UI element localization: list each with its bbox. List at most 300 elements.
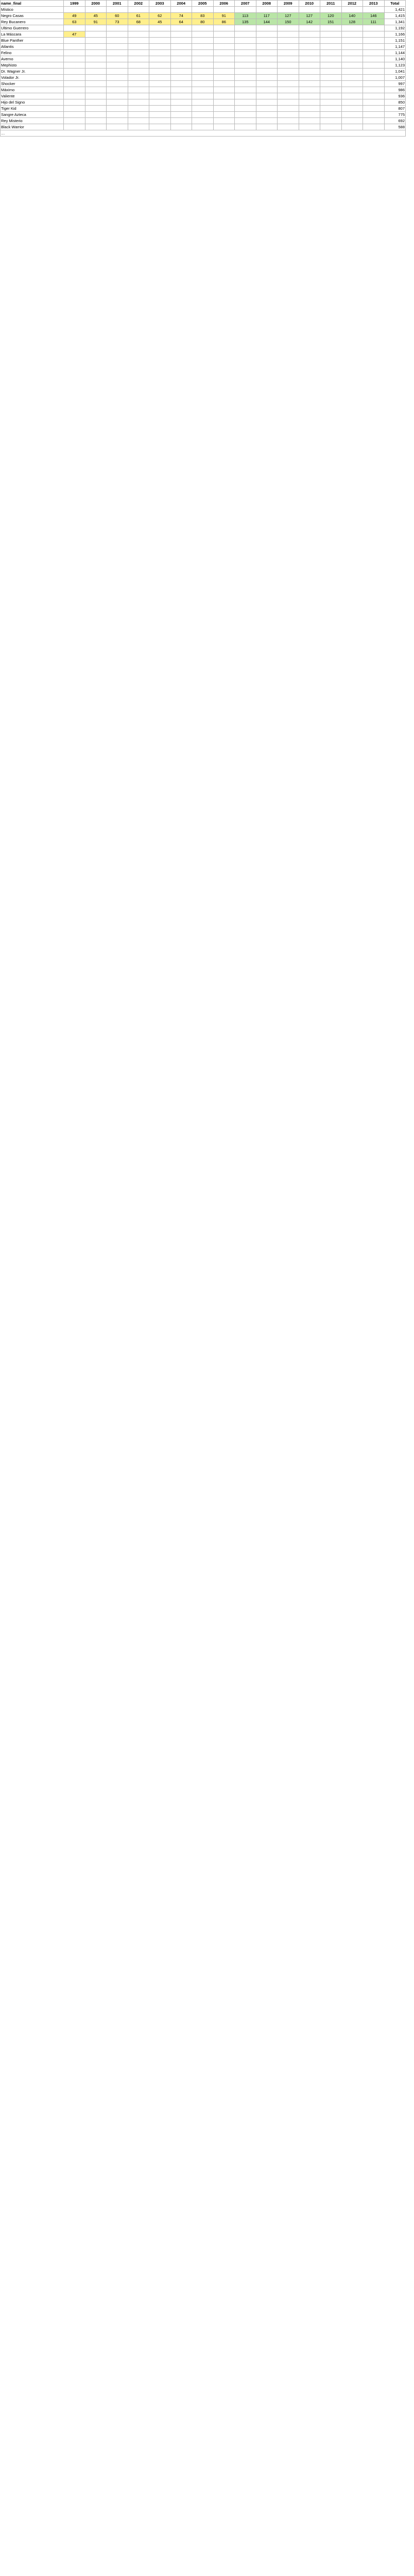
year-cell bbox=[128, 38, 149, 44]
year-cell bbox=[107, 62, 128, 69]
year-cell bbox=[256, 99, 278, 106]
year-cell bbox=[341, 75, 363, 81]
year-cell bbox=[363, 87, 385, 93]
year-cell bbox=[107, 87, 128, 93]
year-cell bbox=[192, 31, 214, 38]
year-cell bbox=[128, 118, 149, 124]
year-cell: 45 bbox=[149, 19, 171, 25]
year-cell bbox=[128, 7, 149, 13]
year-cell bbox=[278, 25, 299, 31]
table-row bbox=[1, 87, 406, 93]
row-name: Valiente bbox=[1, 93, 64, 99]
year-cell bbox=[128, 106, 149, 112]
year-cell bbox=[149, 81, 171, 87]
header-year: 2004 bbox=[170, 1, 192, 7]
year-cell: 83 bbox=[192, 13, 214, 19]
year-cell bbox=[341, 25, 363, 31]
year-cell bbox=[320, 50, 342, 56]
year-cell bbox=[299, 81, 320, 87]
year-cell bbox=[64, 7, 85, 13]
year-cell bbox=[320, 56, 342, 62]
row-name: Volador Jr. bbox=[1, 75, 64, 81]
year-cell bbox=[320, 81, 342, 87]
year-cell bbox=[85, 7, 107, 13]
year-cell bbox=[149, 75, 171, 81]
year-cell bbox=[85, 118, 107, 124]
year-cell bbox=[341, 62, 363, 69]
year-cell bbox=[278, 75, 299, 81]
year-cell bbox=[128, 56, 149, 62]
year-cell bbox=[278, 50, 299, 56]
year-cell bbox=[170, 31, 192, 38]
year-cell: 91 bbox=[213, 13, 235, 19]
row-total: 1,007 bbox=[384, 75, 406, 81]
year-cell bbox=[278, 44, 299, 50]
year-cell bbox=[107, 31, 128, 38]
year-cell bbox=[341, 93, 363, 99]
year-cell bbox=[256, 44, 278, 50]
year-cell bbox=[235, 44, 256, 50]
year-cell bbox=[85, 44, 107, 50]
year-cell bbox=[64, 93, 85, 99]
year-cell bbox=[320, 124, 342, 130]
year-cell bbox=[213, 56, 235, 62]
year-cell bbox=[107, 106, 128, 112]
year-cell bbox=[107, 112, 128, 118]
header-year: 2001 bbox=[107, 1, 128, 7]
year-cell bbox=[128, 50, 149, 56]
year-cell bbox=[256, 106, 278, 112]
year-cell bbox=[299, 31, 320, 38]
year-cell: 127 bbox=[299, 13, 320, 19]
year-cell bbox=[170, 87, 192, 93]
year-cell bbox=[363, 38, 385, 44]
year-cell bbox=[192, 87, 214, 93]
row-total: 1,151 bbox=[384, 38, 406, 44]
year-cell bbox=[192, 44, 214, 50]
year-cell bbox=[320, 69, 342, 75]
table-row bbox=[1, 75, 406, 81]
year-cell bbox=[320, 106, 342, 112]
row-total: 850 bbox=[384, 99, 406, 106]
year-cell bbox=[64, 81, 85, 87]
year-cell bbox=[85, 31, 107, 38]
header-row bbox=[1, 1, 406, 7]
table-row bbox=[1, 25, 406, 31]
year-cell bbox=[85, 38, 107, 44]
year-cell: 117 bbox=[256, 13, 278, 19]
row-total: 1,421 bbox=[384, 7, 406, 13]
year-cell bbox=[278, 31, 299, 38]
year-cell bbox=[85, 87, 107, 93]
year-cell: 150 bbox=[278, 19, 299, 25]
year-cell: 146 bbox=[363, 13, 385, 19]
year-cell bbox=[299, 56, 320, 62]
year-cell bbox=[85, 124, 107, 130]
year-cell bbox=[128, 93, 149, 99]
row-name: Máximo bbox=[1, 87, 64, 93]
year-cell bbox=[299, 62, 320, 69]
year-cell bbox=[64, 38, 85, 44]
year-cell bbox=[278, 112, 299, 118]
year-cell bbox=[320, 31, 342, 38]
year-cell bbox=[107, 38, 128, 44]
header-name: name_final bbox=[1, 1, 64, 7]
year-cell bbox=[85, 50, 107, 56]
more-rows bbox=[1, 130, 406, 137]
year-cell bbox=[278, 87, 299, 93]
year-cell bbox=[363, 25, 385, 31]
row-name: Ultimo Guerrero bbox=[1, 25, 64, 31]
year-cell: 127 bbox=[278, 13, 299, 19]
year-cell bbox=[299, 106, 320, 112]
year-cell bbox=[149, 38, 171, 44]
year-cell bbox=[299, 112, 320, 118]
year-cell bbox=[235, 81, 256, 87]
header-year: 2003 bbox=[149, 1, 171, 7]
row-name: Shocker bbox=[1, 81, 64, 87]
year-cell bbox=[128, 99, 149, 106]
year-cell bbox=[192, 38, 214, 44]
year-cell bbox=[278, 99, 299, 106]
year-cell bbox=[341, 81, 363, 87]
header-year: 2005 bbox=[192, 1, 214, 7]
year-cell bbox=[170, 124, 192, 130]
header-year: 2000 bbox=[85, 1, 107, 7]
table-row bbox=[1, 7, 406, 13]
year-cell: 80 bbox=[192, 19, 214, 25]
year-cell: 64 bbox=[170, 19, 192, 25]
year-cell bbox=[235, 99, 256, 106]
row-total: 1,415 bbox=[384, 13, 406, 19]
year-cell bbox=[256, 69, 278, 75]
year-cell bbox=[149, 69, 171, 75]
year-cell bbox=[64, 112, 85, 118]
year-cell bbox=[256, 112, 278, 118]
year-cell bbox=[213, 106, 235, 112]
year-cell bbox=[256, 118, 278, 124]
year-cell bbox=[278, 124, 299, 130]
year-cell bbox=[213, 25, 235, 31]
year-cell bbox=[170, 56, 192, 62]
year-cell bbox=[170, 99, 192, 106]
year-cell bbox=[299, 75, 320, 81]
year-cell bbox=[256, 124, 278, 130]
year-cell bbox=[320, 118, 342, 124]
year-cell bbox=[170, 118, 192, 124]
year-cell: 140 bbox=[341, 13, 363, 19]
year-cell bbox=[192, 56, 214, 62]
row-name: Atlantis bbox=[1, 44, 64, 50]
year-cell bbox=[192, 50, 214, 56]
year-cell bbox=[149, 62, 171, 69]
year-cell bbox=[64, 99, 85, 106]
header-year: 2007 bbox=[235, 1, 256, 7]
row-total: 1,192 bbox=[384, 25, 406, 31]
year-cell bbox=[107, 50, 128, 56]
row-name: Rey Misterio bbox=[1, 118, 64, 124]
year-cell bbox=[107, 118, 128, 124]
year-cell bbox=[213, 81, 235, 87]
year-cell bbox=[170, 62, 192, 69]
year-cell bbox=[278, 7, 299, 13]
year-cell bbox=[149, 112, 171, 118]
year-cell bbox=[341, 112, 363, 118]
year-cell bbox=[85, 93, 107, 99]
row-name: Tiger Kid bbox=[1, 106, 64, 112]
year-cell bbox=[235, 56, 256, 62]
year-cell bbox=[299, 38, 320, 44]
year-cell: 73 bbox=[107, 19, 128, 25]
year-cell bbox=[170, 69, 192, 75]
year-cell bbox=[256, 62, 278, 69]
year-cell bbox=[320, 38, 342, 44]
year-cell bbox=[128, 62, 149, 69]
year-cell bbox=[363, 93, 385, 99]
year-cell bbox=[85, 112, 107, 118]
year-cell bbox=[192, 93, 214, 99]
year-cell bbox=[320, 99, 342, 106]
year-cell bbox=[213, 124, 235, 130]
year-cell bbox=[149, 44, 171, 50]
year-cell: 86 bbox=[213, 19, 235, 25]
year-cell bbox=[213, 75, 235, 81]
row-total: 1,041 bbox=[384, 69, 406, 75]
year-cell bbox=[320, 112, 342, 118]
table-row bbox=[1, 56, 406, 62]
year-cell bbox=[170, 112, 192, 118]
table-row bbox=[1, 13, 406, 19]
year-cell: 61 bbox=[128, 13, 149, 19]
table-row bbox=[1, 38, 406, 44]
year-cell bbox=[341, 7, 363, 13]
year-cell bbox=[363, 106, 385, 112]
row-total: 1,147 bbox=[384, 44, 406, 50]
year-cell bbox=[341, 38, 363, 44]
year-cell bbox=[149, 99, 171, 106]
table-row bbox=[1, 50, 406, 56]
year-cell bbox=[320, 75, 342, 81]
table-row bbox=[1, 99, 406, 106]
year-cell bbox=[320, 87, 342, 93]
year-cell bbox=[363, 75, 385, 81]
table-row bbox=[1, 124, 406, 130]
table-row bbox=[1, 93, 406, 99]
year-cell bbox=[128, 44, 149, 50]
year-cell bbox=[256, 75, 278, 81]
row-total: 986 bbox=[384, 87, 406, 93]
year-cell bbox=[85, 99, 107, 106]
year-cell bbox=[235, 38, 256, 44]
year-cell bbox=[192, 112, 214, 118]
year-cell bbox=[170, 50, 192, 56]
year-cell bbox=[235, 50, 256, 56]
table-row bbox=[1, 62, 406, 69]
year-cell bbox=[149, 87, 171, 93]
year-cell bbox=[170, 93, 192, 99]
year-cell bbox=[299, 25, 320, 31]
row-total: 997 bbox=[384, 81, 406, 87]
year-cell bbox=[256, 87, 278, 93]
year-cell bbox=[170, 106, 192, 112]
year-cell: 63 bbox=[64, 19, 85, 25]
year-cell bbox=[128, 81, 149, 87]
row-total: 588 bbox=[384, 124, 406, 130]
row-name: Blue Panther bbox=[1, 38, 64, 44]
year-cell bbox=[64, 25, 85, 31]
year-cell bbox=[64, 87, 85, 93]
year-cell bbox=[299, 93, 320, 99]
year-cell: 47 bbox=[64, 31, 85, 38]
year-cell bbox=[64, 62, 85, 69]
row-name: Sangre Azteca bbox=[1, 112, 64, 118]
year-cell bbox=[213, 118, 235, 124]
year-cell bbox=[213, 93, 235, 99]
row-name: Averno bbox=[1, 56, 64, 62]
row-total: 692 bbox=[384, 118, 406, 124]
year-cell bbox=[235, 69, 256, 75]
year-cell bbox=[299, 124, 320, 130]
header-year: 2012 bbox=[341, 1, 363, 7]
year-cell bbox=[320, 25, 342, 31]
year-cell bbox=[299, 99, 320, 106]
year-cell bbox=[341, 99, 363, 106]
year-cell bbox=[363, 62, 385, 69]
year-cell bbox=[107, 124, 128, 130]
spreadsheet bbox=[0, 0, 414, 137]
year-cell bbox=[170, 7, 192, 13]
header-year: 2010 bbox=[299, 1, 320, 7]
year-cell bbox=[64, 69, 85, 75]
year-cell bbox=[192, 99, 214, 106]
header-year: 2002 bbox=[128, 1, 149, 7]
row-name: Rey Bucanero bbox=[1, 19, 64, 25]
year-cell bbox=[107, 93, 128, 99]
year-cell bbox=[128, 75, 149, 81]
year-cell bbox=[320, 44, 342, 50]
table-row bbox=[1, 31, 406, 38]
year-cell bbox=[149, 124, 171, 130]
year-cell: 91 bbox=[85, 19, 107, 25]
year-cell bbox=[85, 81, 107, 87]
header-year: 2008 bbox=[256, 1, 278, 7]
year-cell: 120 bbox=[320, 13, 342, 19]
year-cell bbox=[107, 56, 128, 62]
year-cell bbox=[213, 31, 235, 38]
year-cell: 113 bbox=[235, 13, 256, 19]
year-cell bbox=[341, 106, 363, 112]
row-total: 1,144 bbox=[384, 50, 406, 56]
row-name: Mephisto bbox=[1, 62, 64, 69]
table-body bbox=[1, 7, 406, 137]
year-cell bbox=[213, 44, 235, 50]
year-cell bbox=[341, 44, 363, 50]
year-cell bbox=[235, 106, 256, 112]
year-cell bbox=[341, 87, 363, 93]
year-cell bbox=[85, 62, 107, 69]
year-cell bbox=[107, 99, 128, 106]
row-name: Hijo del Signo bbox=[1, 99, 64, 106]
year-cell bbox=[213, 38, 235, 44]
year-cell bbox=[170, 38, 192, 44]
year-cell bbox=[192, 106, 214, 112]
year-cell bbox=[320, 7, 342, 13]
year-cell bbox=[192, 62, 214, 69]
year-cell bbox=[299, 7, 320, 13]
year-cell bbox=[85, 75, 107, 81]
year-cell bbox=[363, 50, 385, 56]
year-cell: 68 bbox=[128, 19, 149, 25]
year-cell bbox=[192, 124, 214, 130]
year-cell bbox=[278, 38, 299, 44]
table-row bbox=[1, 112, 406, 118]
row-name: Dr. Wagner Jr. bbox=[1, 69, 64, 75]
row-name: Black Warrior bbox=[1, 124, 64, 130]
year-cell bbox=[363, 31, 385, 38]
year-cell bbox=[278, 81, 299, 87]
year-cell: 49 bbox=[64, 13, 85, 19]
year-cell bbox=[341, 118, 363, 124]
year-cell bbox=[256, 81, 278, 87]
year-cell bbox=[299, 50, 320, 56]
year-cell bbox=[64, 44, 85, 50]
year-cell bbox=[128, 31, 149, 38]
year-cell bbox=[363, 69, 385, 75]
year-cell bbox=[64, 106, 85, 112]
year-cell bbox=[341, 124, 363, 130]
more-rows-label: … bbox=[1, 130, 406, 137]
year-cell bbox=[149, 93, 171, 99]
year-cell bbox=[107, 69, 128, 75]
year-cell bbox=[192, 118, 214, 124]
year-cell bbox=[64, 50, 85, 56]
header-year: 2009 bbox=[278, 1, 299, 7]
year-cell bbox=[192, 81, 214, 87]
year-cell bbox=[363, 7, 385, 13]
year-cell bbox=[107, 81, 128, 87]
year-cell bbox=[299, 69, 320, 75]
year-cell bbox=[192, 25, 214, 31]
year-cell bbox=[320, 93, 342, 99]
year-cell bbox=[64, 75, 85, 81]
year-cell bbox=[170, 75, 192, 81]
year-cell bbox=[213, 99, 235, 106]
row-total: 1,166 bbox=[384, 31, 406, 38]
year-cell bbox=[128, 112, 149, 118]
year-cell bbox=[341, 56, 363, 62]
year-cell bbox=[363, 124, 385, 130]
year-cell bbox=[235, 62, 256, 69]
year-cell bbox=[149, 50, 171, 56]
year-cell bbox=[149, 31, 171, 38]
year-cell bbox=[299, 87, 320, 93]
table-row bbox=[1, 19, 406, 25]
year-cell bbox=[213, 112, 235, 118]
year-cell bbox=[107, 25, 128, 31]
year-cell bbox=[256, 56, 278, 62]
year-cell bbox=[363, 118, 385, 124]
year-cell bbox=[149, 7, 171, 13]
year-cell bbox=[299, 118, 320, 124]
year-cell bbox=[278, 106, 299, 112]
year-cell bbox=[64, 56, 85, 62]
year-cell bbox=[299, 44, 320, 50]
wrestler-table bbox=[0, 0, 406, 137]
year-cell bbox=[213, 69, 235, 75]
year-cell bbox=[213, 87, 235, 93]
table-row bbox=[1, 44, 406, 50]
year-cell bbox=[192, 75, 214, 81]
